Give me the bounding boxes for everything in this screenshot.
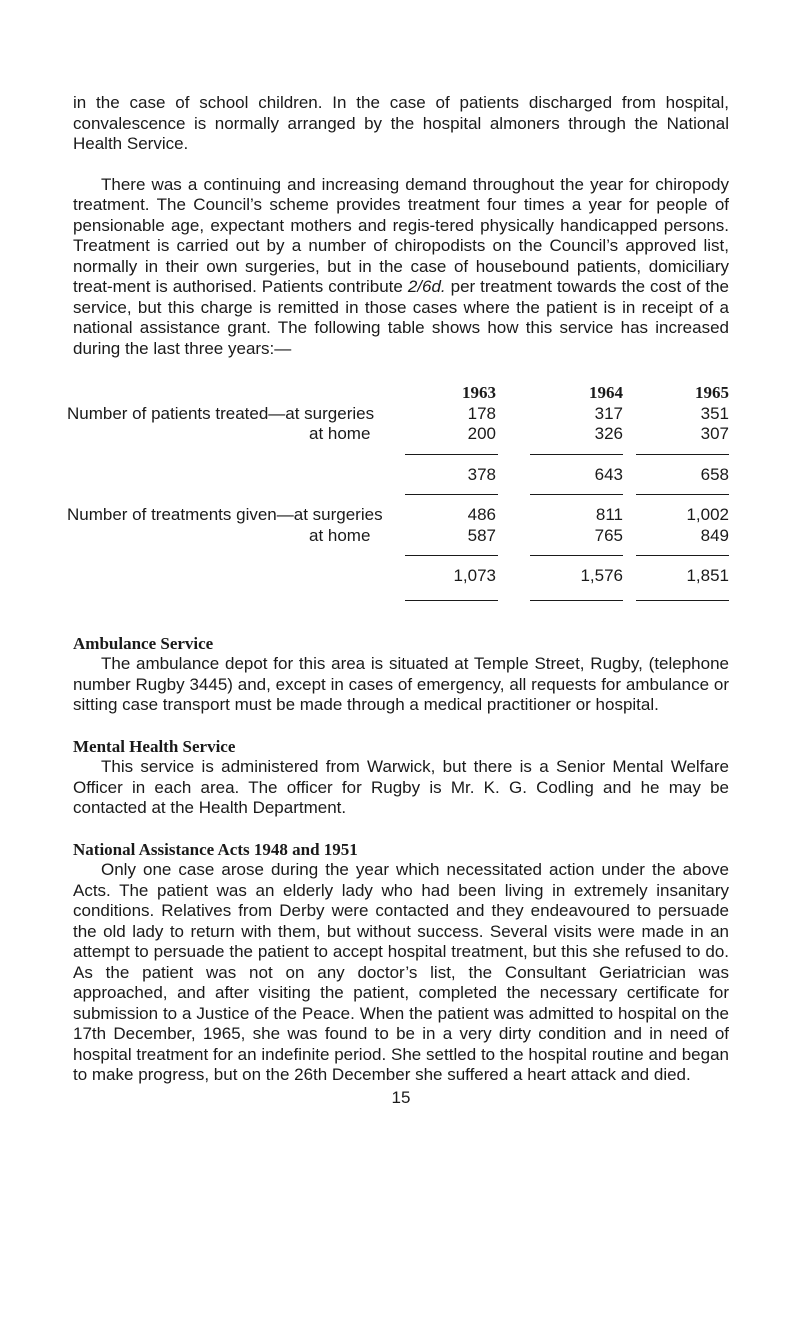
rule-row — [67, 587, 729, 609]
document-page — [67, 93, 729, 1108]
table-rule — [405, 454, 498, 455]
chiropody-price: 2/6d. — [407, 277, 446, 296]
row-label: Number of patients treated—at surgeries — [67, 403, 375, 423]
table-rule — [636, 555, 729, 556]
table-cell: 1,002 — [686, 505, 729, 524]
year-header: 1963 — [462, 383, 496, 402]
paragraph-mental-health: This service is administered from Warwick, but there is a Senior Mental Welfare Officer in each area. The officer for Rugby is Mr. K. G. Codling and he may be contacted at the Health Department. — [73, 757, 729, 817]
table-cell: 765 — [594, 525, 623, 545]
table-cell: 351 — [700, 403, 729, 423]
year-header: 1965 — [695, 383, 729, 402]
table-cell: 811 — [595, 505, 623, 524]
table-row — [67, 424, 729, 445]
year-header: 1964 — [589, 383, 623, 402]
table-cell: 378 — [467, 464, 496, 484]
section-heading-national-assistance: National Assistance Acts 1948 and 1951 — [73, 839, 358, 859]
chiropody-table — [67, 383, 729, 609]
table-header-row — [67, 383, 729, 404]
table-rule — [530, 454, 623, 455]
table-cell: 1,851 — [686, 566, 729, 585]
table-cell: 200 — [467, 424, 496, 443]
row-label: at home — [309, 525, 371, 545]
rule-row — [67, 485, 729, 505]
row-label: Number of treatments given—at surgeries — [67, 505, 383, 524]
table-row — [67, 404, 729, 425]
table-rule — [530, 494, 623, 495]
paragraph-school-children: in the case of school children. In the case of patients discharged from hospital, convalescence is normally arranged by the hospital almoners through the National Health Service. — [73, 93, 729, 153]
table-cell: 486 — [467, 505, 496, 524]
chiropody-text-2: per treatment towards the cost of the service, but this charge is remitted in those cases where the patient is in receipt of a national assistance grant. The following table shows how this service has increased during the last three years:— — [73, 277, 729, 358]
paragraph-national-assistance: Only one case arose during the year which necessitated action under the above Acts. The patient was an elderly lady who had been living in extremely insanitary conditions. Relatives from Derby were contacted and they endeavoured to persuade the old lady to return with them, but without success. Several visits were made in an attempt to persuade the patient to accept hospital treatment, but this she refused to do. As the patient was not on any doctor’s list, the Consultant Geriatrician was approached, and after visiting the patient, completed the necessary certificate for submission to a Justice of the Peace. When the patient was admitted to hospital on the 17th December, 1965, she was found to be in a very dirty condition and in need of hospital treatment for an indefinite period. She settled to the hospital routine and began to make progress, but on the 26th December she suffered a heart attack and died. — [73, 860, 729, 1084]
row-label: at home — [309, 424, 371, 443]
section-heading-mental-health: Mental Health Service — [73, 736, 236, 756]
table-row — [67, 526, 729, 547]
table-row — [67, 505, 729, 526]
table-cell: 643 — [594, 464, 623, 484]
section-heading-ambulance: Ambulance Service — [73, 633, 214, 653]
table-rule — [405, 555, 498, 556]
table-total-row — [67, 465, 729, 486]
table-rule — [530, 600, 623, 601]
table-cell: 587 — [467, 525, 496, 545]
table-rule — [636, 454, 729, 455]
paragraph-ambulance: The ambulance depot for this area is situated at Temple Street, Rugby, (telephone number Rugby 3445) and, except in cases of emergency, all requests for ambulance or sitting case transport must be made through a medical practitioner or hospital. — [73, 654, 729, 714]
table-cell: 317 — [594, 403, 623, 423]
table-cell: 658 — [700, 464, 729, 484]
table-rule — [530, 555, 623, 556]
table-total-row — [67, 566, 729, 587]
table-cell: 1,576 — [580, 566, 623, 585]
table-rule — [405, 494, 498, 495]
table-cell: 307 — [700, 424, 729, 443]
page-number: 15 — [391, 1087, 411, 1107]
table-cell: 1,073 — [453, 566, 496, 585]
table-cell: 326 — [594, 424, 623, 443]
table-rule — [636, 494, 729, 495]
rule-row — [67, 546, 729, 566]
table-cell: 849 — [700, 525, 729, 545]
rule-row — [67, 445, 729, 465]
chiropody-text-1: There was a continuing and increasing demand throughout the year for chiropody treatment. The Council’s scheme provides treatment four times a year for people of pensionable age, expectant mothers and regis-tered physically handicapped persons. Treatment is carried out by a number of chiropodists on the Council’s approved list, normally in their own surgeries, but in the case of housebound patients, domiciliary treat-ment is authorised. Patients contribute — [73, 174, 729, 296]
table-rule — [636, 600, 729, 601]
table-rule — [405, 600, 498, 601]
paragraph-chiropody — [73, 175, 729, 360]
table-cell: 178 — [467, 403, 496, 423]
